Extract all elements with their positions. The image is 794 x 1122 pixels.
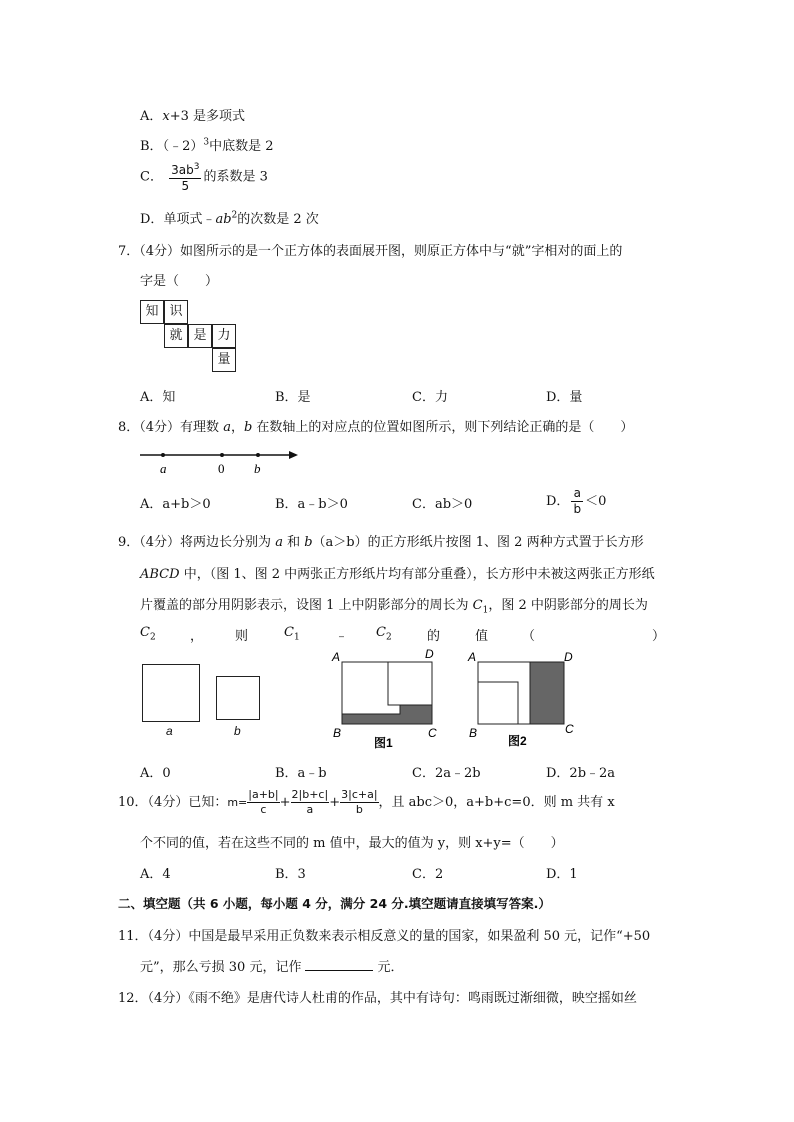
q9-line4-paren-r: ） bbox=[652, 629, 666, 644]
q6-option-b: B．（﹣2）$^3$中底数是 2 bbox=[140, 137, 274, 154]
q6-option-d: D．单项式$﹣ab^2$的次数是 2 次 bbox=[140, 210, 319, 227]
square-b bbox=[216, 676, 260, 720]
q9-option-c: C．2a﹣2b bbox=[412, 766, 481, 781]
fig1-label-c: C bbox=[428, 726, 437, 740]
fig2-label-a: A bbox=[468, 650, 477, 664]
fig2-label-b: B bbox=[469, 726, 478, 740]
q7-option-d: D．量 bbox=[546, 390, 583, 405]
shaded-region-2 bbox=[530, 662, 564, 724]
q12-line1: 12．（4分）《雨不绝》是唐代诗人杜甫的作品，其中有诗句：鸣雨既过渐细微，映空摇如丝 bbox=[118, 991, 637, 1006]
q9-line4-c1: $C_1$ bbox=[284, 625, 300, 643]
q9-line2: ABCD 中，（图 1、图 2 中两张正方形纸片均有部分重叠），长方形中未被这两张正方形纸 bbox=[140, 567, 655, 582]
q10-line2: 个不同的值，若在这些不同的 m 值中，最大的值为 y，则 x+y=（ ） bbox=[140, 836, 564, 851]
q9-option-b: B．a﹣b bbox=[275, 766, 327, 781]
net-cell: 量 bbox=[212, 348, 236, 372]
point-a bbox=[161, 453, 165, 457]
figure-1 bbox=[330, 648, 445, 750]
fig2-label-c: C bbox=[565, 722, 574, 736]
section-2-title: 二、填空题（共 6 小题，每小题 4 分，满分 24 分.填空题请直接填写答案.） bbox=[118, 896, 551, 911]
square-a bbox=[142, 664, 200, 722]
q10-option-d: D．1 bbox=[546, 867, 578, 882]
q10-option-c: C．2 bbox=[412, 867, 444, 882]
q9-line4-c2b: $C_2$ bbox=[376, 625, 392, 643]
q9-option-a: A．0 bbox=[140, 766, 171, 781]
label-zero: 0 bbox=[218, 461, 225, 476]
q9-line4-c2: $C_2$ bbox=[140, 625, 156, 643]
q9-line4-val: 值 bbox=[475, 629, 489, 644]
q9-line4-paren-l: （ bbox=[522, 629, 536, 644]
net-cell: 力 bbox=[212, 324, 236, 348]
q9-line4-minus: ﹣ bbox=[335, 629, 349, 644]
fig1-label-d: D bbox=[425, 648, 434, 661]
q11-line2: 元”，那么亏损 30 元，记作 元． bbox=[140, 960, 404, 975]
q10-option-a: A．4 bbox=[140, 867, 171, 882]
net-cell: 知 bbox=[140, 300, 164, 324]
net-cell: 就 bbox=[164, 324, 188, 348]
fig1-label-a: A bbox=[332, 650, 341, 664]
q9-line3: 片覆盖的部分用阴影表示，设图 1 上中阴影部分的周长为 $C_1$，图 2 中阴影部分的周长为 bbox=[140, 598, 648, 616]
label-a: a bbox=[160, 461, 167, 476]
q8-stem: 8．（4分）有理数 a，b 在数轴上的对应点的位置如图所示，则下列结论正确的是（ ） bbox=[118, 420, 634, 435]
q8-option-d: D． $\frac{a}{b}$ ＜0 bbox=[546, 486, 607, 516]
square-b-label: b bbox=[234, 724, 241, 738]
q9-line4-comma: ， bbox=[190, 629, 204, 644]
number-line-arrow bbox=[289, 451, 298, 459]
q8-option-b: B．a﹣b＞0 bbox=[275, 497, 348, 512]
q11-line1: 11．（4分）中国是最早采用正负数来表示相反意义的量的国家，如果盈利 50 元，记作“+50 bbox=[118, 929, 651, 944]
net-cell: 识 bbox=[164, 300, 188, 324]
q7-option-c: C．力 bbox=[412, 390, 448, 405]
q9-line1: 9．（4分）将两边长分别为 a 和 b（a＞b）的正方形纸片按图 1、图 2 两种方式置于长方形 bbox=[118, 535, 644, 550]
q6-c-fraction: $\frac{3ab^3}{5}$ bbox=[171, 162, 200, 193]
figure-2 bbox=[466, 648, 581, 750]
q7-stem-line2: 字是（ ） bbox=[140, 274, 219, 289]
net-cell: 是 bbox=[188, 324, 212, 348]
q7-stem-line1: 7．（4分）如图所示的是一个正方体的表面展开图，则原正方体中与“就”字相对的面上的 bbox=[118, 244, 623, 259]
square-b-in-fig2 bbox=[478, 682, 518, 724]
number-line-figure bbox=[138, 445, 308, 477]
fig2-caption: 图2 bbox=[508, 734, 527, 748]
fig1-caption: 图1 bbox=[374, 736, 393, 750]
q7-option-b: B．是 bbox=[275, 390, 311, 405]
q9-line4-then: 则 bbox=[235, 629, 249, 644]
fig2-label-d: D bbox=[564, 650, 573, 664]
q8-option-c: C．ab＞0 bbox=[412, 497, 473, 512]
q10-stem: 10．（4分）已知：m= $\frac{|a+b|}{c}$ + $\frac{2|b+c|}{a}$ + $\frac{3|c+a|}{b}$ ，且 abc＞0，a+b+c=0．则 m 共有 x bbox=[118, 788, 615, 816]
q11-answer-blank[interactable] bbox=[305, 958, 373, 971]
q10-option-b: B．3 bbox=[275, 867, 306, 882]
square-a-label: a bbox=[166, 724, 173, 738]
q6-option-c: C． $\frac{3ab^3}{5}$ 的系数是 3 bbox=[140, 162, 268, 193]
label-b: b bbox=[254, 461, 261, 476]
point-b bbox=[256, 453, 260, 457]
fig1-label-b: B bbox=[333, 726, 342, 740]
q6-option-a: A．x+3 是多项式 bbox=[140, 109, 246, 124]
point-zero bbox=[220, 453, 224, 457]
q7-option-a: A．知 bbox=[140, 390, 176, 405]
square-b-in-fig1 bbox=[388, 662, 432, 705]
q9-line4-de: 的 bbox=[427, 629, 441, 644]
q9-option-d: D．2b﹣2a bbox=[546, 766, 616, 781]
q8-option-a: A．a+b＞0 bbox=[140, 497, 211, 512]
